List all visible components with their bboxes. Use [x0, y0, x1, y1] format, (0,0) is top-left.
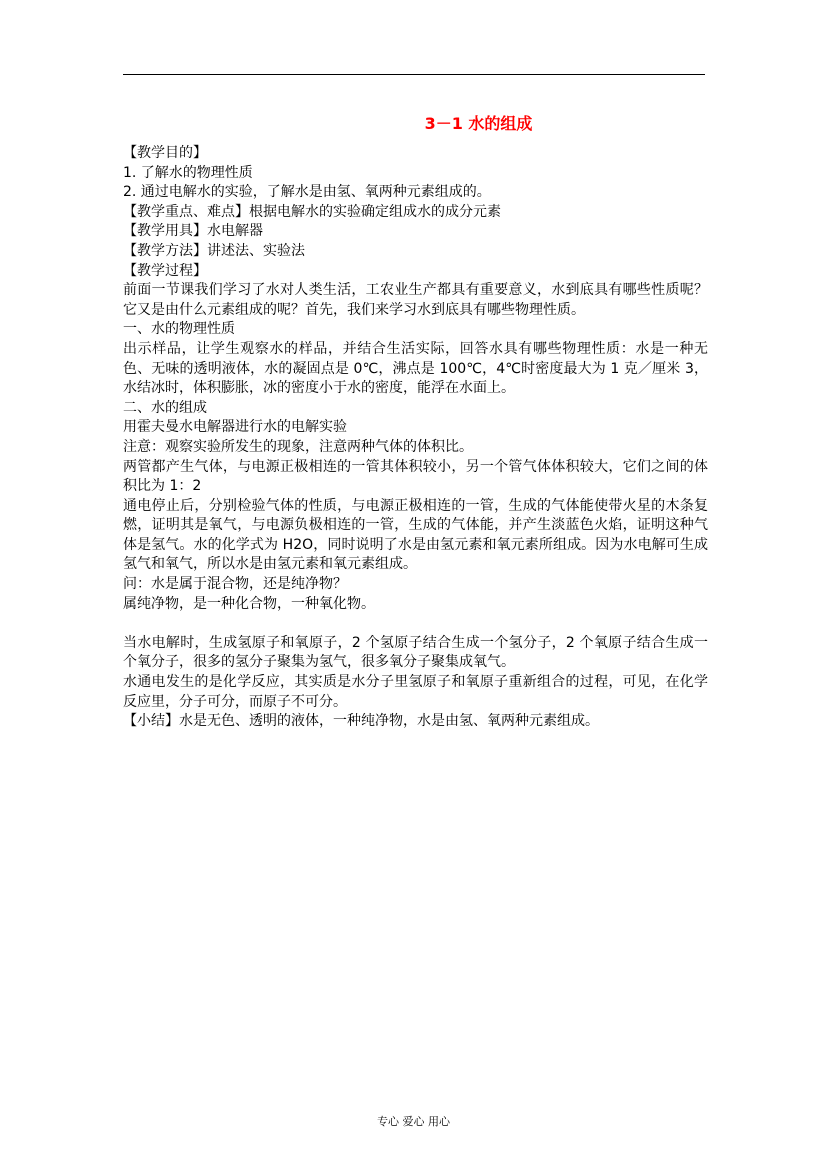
- paragraph: 2. 通过电解水的实验，了解水是由氢、氧两种元素组成的。: [123, 184, 491, 201]
- paragraph: 【教学方法】讲述法、实验法: [123, 242, 305, 259]
- paragraph: 前面一节课我们学习了水对人类生活，工农业生产都具有重要意义，水到底具有哪些性质呢？它又是由什么元素组成的呢？首先，我们来学习水到底具有哪些物理性质。: [123, 282, 708, 318]
- paragraph: 当水电解时，生成氢原子和氧原子，2 个氢原子结合生成一个氢分子，2 个氧原子结合生成一个氧分子，很多的氢分子聚集为氢气，很多氧分子聚集成氧气。: [123, 634, 708, 671]
- paragraph: 【教学目的】: [123, 145, 207, 161]
- paragraph: 1. 了解水的物理性质: [123, 164, 253, 181]
- paragraph: 二、水的组成: [123, 399, 207, 416]
- paragraph: 问：水是属于混合物，还是纯净物？: [123, 576, 347, 593]
- paragraph: 属纯净物，是一种化合物，一种氧化物。: [123, 595, 375, 612]
- paragraph: 出示样品，让学生观察水的样品，并结合生活实际，回答水具有哪些物理性质：水是一种无色、无味的透明液体，水的凝固点是 0℃，沸点是 100℃，4℃时密度最大为 1 克／厘米 3，水结冰时，体积膨胀，冰的密度小于水的密度，能浮在水面上。: [123, 340, 708, 397]
- paragraph: 【教学过程】: [123, 262, 207, 279]
- page-title: 3－1 水的组成: [424, 114, 533, 133]
- paragraph: 注意：观察实验所发生的现象，注意两种气体的体积比。: [123, 438, 473, 455]
- header-rule: [123, 74, 705, 75]
- paragraph: 一、水的物理性质: [123, 321, 235, 338]
- paragraph: 通电停止后，分别检验气体的性质，与电源正极相连的一管，生成的气体能使带火星的木条复燃，证明其是氧气，与电源负极相连的一管，生成的气体能，并产生淡蓝色火焰，证明这种气体是氢气。水的化学式为 H2O，同时说明了水是由氢元素和氧元素所组成。因为水电解可生成氢气和氧气，所以水是由氢元素和氧元素组成。: [123, 497, 708, 573]
- page-footer: 专心 爱心 用心: [377, 1115, 450, 1128]
- paragraph: 【小结】水是无色、透明的液体，一种纯净物，水是由氢、氧两种元素组成。: [123, 713, 599, 730]
- document-body: [123, 144, 708, 732]
- blank-line: [123, 614, 708, 634]
- paragraph: 两管都产生气体，与电源正极相连的一管其体积较小，另一个管气体体积较大，它们之间的体积比为 1：2: [123, 458, 708, 495]
- paragraph: 【教学重点、难点】根据电解水的实验确定组成水的成分元素: [123, 203, 501, 220]
- paragraph: 用霍夫曼水电解器进行水的电解实验: [123, 419, 347, 436]
- paragraph: 水通电发生的是化学反应，其实质是水分子里氢原子和氧原子重新组合的过程，可见，在化学反应里，分子可分，而原子不可分。: [123, 674, 708, 710]
- paragraph: 【教学用具】水电解器: [123, 223, 263, 240]
